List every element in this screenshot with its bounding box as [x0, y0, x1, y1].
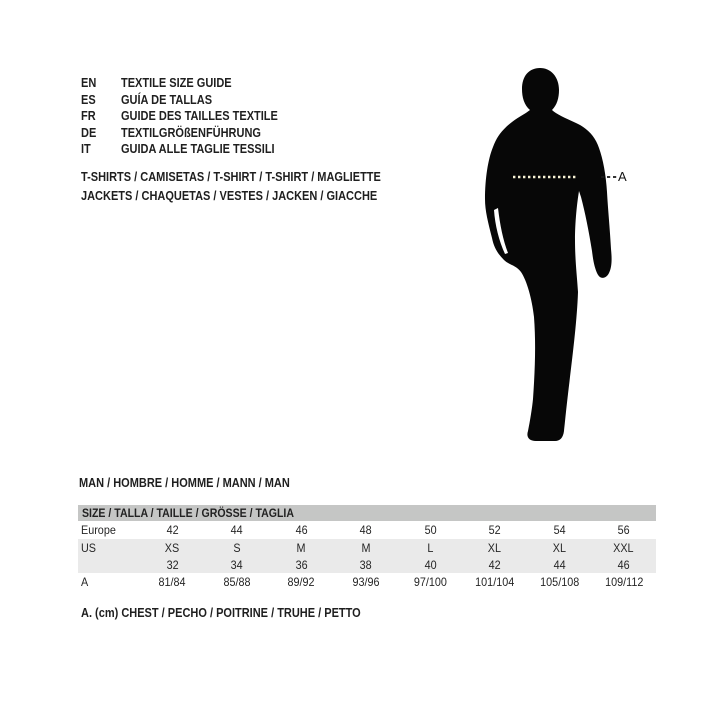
size-value: 97/100 — [413, 575, 447, 589]
size-value: 42 — [488, 557, 501, 572]
language-row — [81, 125, 299, 142]
size-value: XS — [165, 540, 180, 555]
size-value: 50 — [424, 523, 437, 537]
language-title: GUIDE DES TAILLES TEXTILE — [121, 109, 278, 124]
language-row — [81, 108, 299, 125]
table-header-size: SIZE / TALLA / TAILLE / GRÖSSE / TAGLIA — [82, 506, 294, 520]
size-value: 85/88 — [223, 575, 251, 589]
size-value: XL — [552, 540, 566, 555]
size-value: 54 — [553, 523, 566, 537]
row-label: US — [81, 540, 97, 555]
size-row-us-letters — [78, 539, 656, 556]
measure-label-a: A — [618, 169, 627, 184]
size-value: M — [296, 540, 306, 555]
size-row-europe — [78, 521, 656, 539]
size-value: XL — [488, 540, 502, 555]
man-silhouette — [485, 68, 612, 441]
row-label: A — [81, 575, 89, 589]
size-value: 36 — [295, 557, 308, 572]
language-row — [81, 141, 299, 158]
size-value: 81/84 — [158, 575, 186, 589]
size-value: 89/92 — [287, 575, 315, 589]
language-title: GUIDA ALLE TAGLIE TESSILI — [121, 142, 275, 157]
size-value: 56 — [617, 523, 630, 537]
garment-line-jackets: JACKETS / CHAQUETAS / VESTES / JACKEN / GIACCHE — [81, 189, 378, 203]
garment-line-tshirts: T-SHIRTS / CAMISETAS / T-SHIRT / T-SHIRT / MAGLIETTE — [81, 170, 381, 184]
size-value: 32 — [166, 557, 179, 572]
size-value: 38 — [359, 557, 372, 572]
language-code: FR — [81, 109, 96, 124]
size-value: 42 — [166, 523, 179, 537]
size-value: 52 — [488, 523, 501, 537]
man-figure — [460, 60, 650, 450]
language-code: ES — [81, 92, 96, 107]
language-title: GUÍA DE TALLAS — [121, 92, 213, 107]
language-code: EN — [81, 76, 97, 91]
size-value: 48 — [359, 523, 372, 537]
row-label: Europe — [81, 523, 116, 537]
size-value: 93/96 — [352, 575, 380, 589]
section-title-man: MAN / HOMBRE / HOMME / MANN / MAN — [79, 476, 290, 490]
language-title-block — [81, 75, 299, 158]
size-table — [78, 505, 656, 591]
measurement-footnote: A. (cm) CHEST / PECHO / POITRINE / TRUHE / PETTO — [81, 606, 361, 620]
size-value: L — [427, 540, 434, 555]
language-row — [81, 92, 299, 109]
size-value: S — [233, 540, 241, 555]
size-value: 40 — [424, 557, 437, 572]
language-title: TEXTILGRÖßENFÜHRUNG — [121, 125, 261, 140]
size-value: 44 — [553, 557, 566, 572]
garment-type-block — [81, 168, 422, 206]
size-row-chest — [78, 573, 656, 591]
language-title: TEXTILE SIZE GUIDE — [121, 76, 232, 91]
size-value: 46 — [617, 557, 630, 572]
size-value: 44 — [230, 523, 243, 537]
size-value: 105/108 — [539, 575, 579, 589]
size-value: M — [361, 540, 371, 555]
size-row-us-numeric — [78, 556, 656, 573]
size-value: 101/104 — [475, 575, 515, 589]
language-code: DE — [81, 125, 97, 140]
size-value: 34 — [230, 557, 243, 572]
size-value: 109/112 — [604, 575, 643, 589]
language-row — [81, 75, 299, 92]
language-code: IT — [81, 142, 91, 157]
size-value: XXL — [613, 540, 634, 555]
size-value: 46 — [295, 523, 308, 537]
